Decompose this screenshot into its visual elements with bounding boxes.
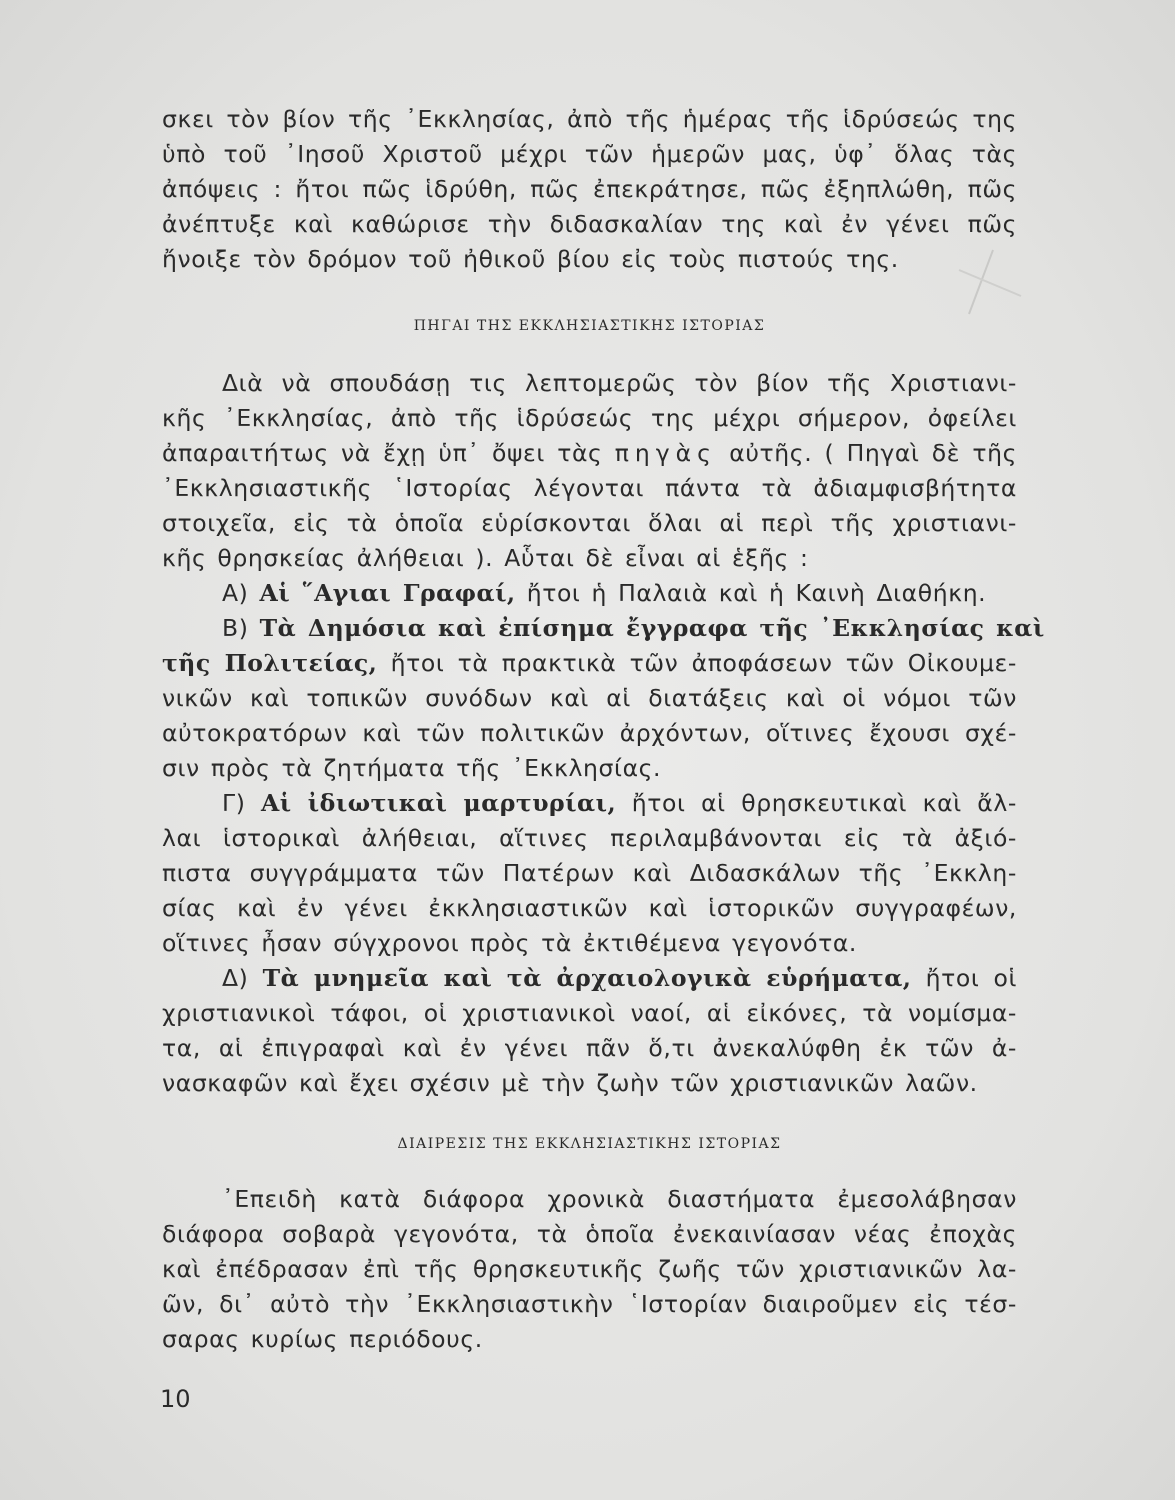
- text-line: τῆς Πολιτείας, ἤτοι τὰ πρακτικὰ τῶν ἀποφάσεων τῶν Οἰκουμε-: [162, 649, 1017, 677]
- text-line: ὑπὸ τοῦ ᾿Ιησοῦ Χριστοῦ μέχρι τῶν ἡμερῶν μας, ὑφ᾿ ὅλας τὰς: [162, 140, 1017, 168]
- text-line: στοιχεῖα, εἰς τὰ ὁποῖα εὑρίσκονται ὅλαι αἱ περὶ τῆς χριστιανι-: [162, 509, 1017, 537]
- text-line: κῆς ᾿Εκκλησίας, ἀπὸ τῆς ἱδρύσεώς της μέχρι σήμερον, ὀφείλει: [162, 404, 1017, 432]
- text-line: ᾿Επειδὴ κατὰ διάφορα χρονικὰ διαστήματα ἐμεσολάβησαν: [222, 1185, 1017, 1213]
- item-title: Αἱ ἰδιωτικαὶ μαρτυρίαι,: [261, 789, 617, 817]
- text-line: ἀπαραιτήτως νὰ ἔχῃ ὑπ᾿ ὄψει τὰς πηγὰς αὐτῆς. ( Πηγαὶ δὲ τῆς: [162, 439, 1017, 467]
- text-line: νασκαφῶν καὶ ἔχει σχέσιν μὲ τὴν ζωὴν τῶν χριστιανικῶν λαῶν.: [162, 1069, 978, 1097]
- section-heading-sources: ΠΗΓΑΙ ΤΗΣ ΕΚΚΛΗΣΙΑΣΤΙΚΗΣ ΙΣΤΟΡΙΑΣ: [413, 318, 766, 334]
- emphasized-word: πηγὰς: [614, 439, 717, 467]
- text-line: σαρας κυρίως περιόδους.: [162, 1325, 483, 1353]
- text-line: σκει τὸν βίον τῆς ᾿Εκκλησίας, ἀπὸ τῆς ἡμέρας τῆς ἱδρύσεώς της: [162, 105, 1017, 133]
- intro-paragraph: [162, 102, 1017, 277]
- item-title: τῆς Πολιτείας,: [162, 649, 378, 677]
- sources-section: [162, 366, 1045, 1101]
- text-line: νικῶν καὶ τοπικῶν συνόδων καὶ αἱ διατάξεις καὶ οἱ νόμοι τῶν: [162, 684, 1017, 712]
- item-title: Αἱ ῞Αγιαι Γραφαί,: [259, 579, 516, 607]
- text-line: Διὰ νὰ σπουδάσῃ τις λεπτομερῶς τὸν βίον τῆς Χριστιανι-: [222, 369, 1017, 397]
- text-line: ῶν, δι᾿ αὐτὸ τὴν ᾿Εκκλησιαστικὴν ῾Ιστορίαν διαιροῦμεν εἰς τέσ-: [162, 1290, 1017, 1318]
- text-line: πιστα συγγράμματα τῶν Πατέρων καὶ Διδασκάλων τῆς ᾿Εκκλη-: [162, 859, 1017, 887]
- item-marker: Δ): [222, 964, 249, 992]
- item-title: Τὰ μνημεῖα καὶ τὰ ἀρχαιολογικὰ εὑρήματα,: [262, 964, 912, 992]
- text-line: σίας καὶ ἐν γένει ἐκκλησιαστικῶν καὶ ἱστορικῶν συγγραφέων,: [162, 894, 1017, 922]
- item-title: Τὰ Δημόσια καὶ ἐπίσημα ἔγγραφα τῆς ᾿Εκκλησίας καὶ: [259, 614, 1045, 642]
- text-line: σιν πρὸς τὰ ζητήματα τῆς ᾿Εκκλησίας.: [162, 754, 662, 782]
- text-line: διάφορα σοβαρὰ γεγονότα, τὰ ὁποῖα ἐνεκαινίασαν νέας ἐποχὰς: [162, 1220, 1017, 1248]
- item-marker: Γ): [222, 789, 246, 817]
- text-line: ἀπόψεις : ἤτοι πῶς ἱδρύθη, πῶς ἐπεκράτησε, πῶς ἐξηπλώθη, πῶς: [162, 175, 1017, 203]
- source-item-d: Δ) Τὰ μνημεῖα καὶ τὰ ἀρχαιολογικὰ εὑρήματα, ἤτοι οἱ: [222, 964, 1018, 992]
- division-section: [162, 1182, 1017, 1357]
- item-marker: Α): [222, 579, 249, 607]
- text-line: χριστιανικοὶ τάφοι, οἱ χριστιανικοὶ ναοί, αἱ εἰκόνες, τὰ νομίσμα-: [162, 999, 1017, 1027]
- pencil-cross-mark: [955, 248, 1025, 318]
- text-line: οἵτινες ἦσαν σύγχρονοι πρὸς τὰ ἐκτιθέμενα γεγονότα.: [162, 929, 857, 957]
- source-item-b: [162, 611, 1045, 646]
- source-item-a: Α) Αἱ ῞Αγιαι Γραφαί, ἤτοι ἡ Παλαιὰ καὶ ἡ Καινὴ Διαθήκη.: [222, 579, 987, 607]
- source-item-c: Γ) Αἱ ἰδιωτικαὶ μαρτυρίαι, ἤτοι αἱ θρησκευτικαὶ καὶ ἄλ-: [222, 789, 1017, 817]
- text-line: ἤνοιξε τὸν δρόμον τοῦ ἠθικοῦ βίου εἰς τοὺς πιστούς της.: [162, 245, 899, 273]
- text-line: τα, αἱ ἐπιγραφαὶ καὶ ἐν γένει πᾶν ὅ,τι ἀνεκαλύφθη ἐκ τῶν ἀ-: [162, 1034, 1017, 1062]
- text-line: κῆς θρησκείας ἀλήθειαι ). Αὗται δὲ εἶναι αἱ ἑξῆς :: [162, 544, 809, 572]
- text-line: αὐτοκρατόρων καὶ τῶν πολιτικῶν ἀρχόντων, οἵτινες ἔχουσι σχέ-: [162, 719, 1017, 747]
- text-line: ᾿Εκκλησιαστικῆς ῾Ιστορίας λέγονται πάντα τὰ ἀδιαμφισβήτητα: [162, 474, 1017, 502]
- section-heading-division: ΔΙΑΙΡΕΣΙΣ ΤΗΣ ΕΚΚΛΗΣΙΑΣΤΙΚΗΣ ΙΣΤΟΡΙΑΣ: [397, 1136, 782, 1152]
- item-marker: Β): [222, 614, 249, 642]
- text-line: καὶ ἐπέδρασαν ἐπὶ τῆς θρησκευτικῆς ζωῆς τῶν χριστιανικῶν λα-: [162, 1255, 1017, 1283]
- text-line: λαι ἱστορικαὶ ἀλήθειαι, αἵτινες περιλαμβάνονται εἰς τὰ ἀξιό-: [162, 824, 1017, 852]
- text-line: ἀνέπτυξε καὶ καθώρισε τὴν διδασκαλίαν της καὶ ἐν γένει πῶς: [162, 210, 1017, 238]
- page-number: 10: [160, 1385, 191, 1413]
